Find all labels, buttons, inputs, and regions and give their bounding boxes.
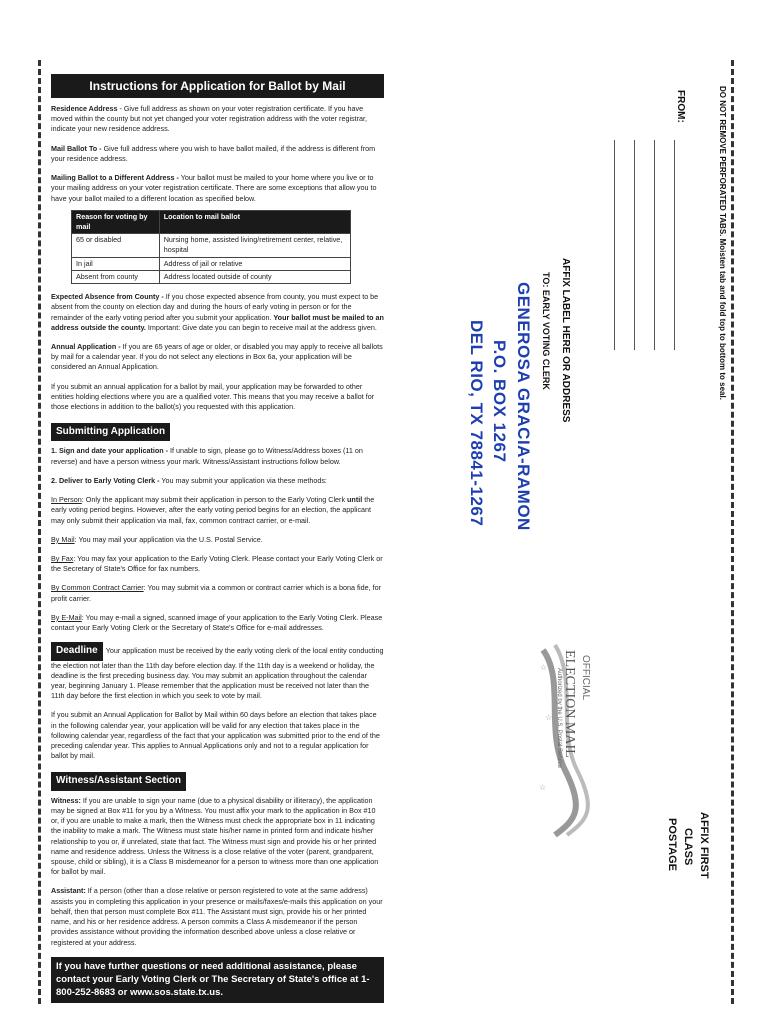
step1-paragraph: 1. Sign and date your application - If unable to sign, please go to Witness/Address boxes (11 on reverse) and have a person witness your mark. Witness/Assistant instructions follow below. (51, 446, 363, 466)
annual-deadline-paragraph: If you submit an Annual Application for Ballot by Mail within 60 days before an election that takes place in the following calendar year, your application will be valid for any election that takes place in the following calendar year, regardless of the fact that your application was submitted prior to the end of the preceding calendar year. This applies to Annual Applications only and not to a regular application for ballot by mail. (51, 710, 380, 761)
location-header: Location to mail ballot (159, 210, 350, 233)
in-person-paragraph: In Person: Only the applicant may submit their application in person to the Early Voting Clerk until the early voting period begins. However, after the early voting period begins for an election, the applicant may only submit their application via mail, fax, common contract carrier, or e-mail. (51, 495, 375, 525)
assistant-paragraph: Assistant: If a person (other than a close relative or person registered to vote at the same address) assists you in completing this application in your presence or mails/faxes/e-mails this application on your behalf, then that person must complete Box #11. The Assistant must sign, provide his or her printed name, and his or her residence address. A person commits a Class A misdemeanor if the person provides assistance without providing the information described above unless a close relative or registered at your address. (51, 886, 383, 947)
svg-text:☆: ☆ (540, 663, 548, 672)
seal-official: OFFICIAL (580, 655, 591, 701)
table-row: In jail Address of jail or relative (72, 257, 351, 270)
from-address-lines (614, 140, 674, 350)
address-city: DEL RIO, TX 78841-1267 (467, 320, 486, 527)
address-name: GENEROSA GRACIA-RAMON (514, 282, 533, 531)
reason-table (71, 210, 351, 284)
forwarded-paragraph: If you submit an annual application for a ballot by mail, your application may be forwarded to other entities holding elections where you are a qualified voter. This means that you may receive a ballot for those elections in addition to the ballot(s) you requested with this application. (51, 381, 375, 412)
by-fax-paragraph: By Fax: You may fax your application to the Early Voting Clerk. Please contact your Early Voting Clerk or the Secretary of State's Office for fax numbers. (51, 554, 383, 574)
address-box: P.O. BOX 1267 (490, 340, 509, 463)
by-carrier-paragraph: By Common Contract Carrier: You may submit via a common or contract carrier which is a bona fide, for profit carrier. (51, 583, 381, 603)
reason-header: Reason for voting by mail (72, 210, 160, 233)
postage-line3: POSTAGE (666, 818, 678, 871)
residence-paragraph: Residence Address - Give full address as shown on your voter registration certificate. If you have moved within the county but not yet changed your voter registration address with the voter registrar, indicate your new residence address. (51, 104, 368, 134)
submitting-heading: Submitting Application (51, 423, 170, 441)
step2-paragraph: 2. Deliver to Early Voting Clerk - You may submit your application via these methods: (51, 475, 327, 485)
affix-label-text: AFFIX LABEL HERE OR ADDRESS (560, 258, 571, 423)
instructions-title: Instructions for Application for Ballot by Mail (51, 74, 384, 98)
svg-text:☆: ☆ (539, 783, 547, 792)
by-email-paragraph: By E-Mail: You may e-mail a signed, scanned image of your application to the Early Voting Clerk. Please contact your Early Voting Clerk or the Secretary of State's Office for e-mail addresses. (51, 612, 383, 633)
deadline-paragraph: Deadline Your application must be received by the early voting clerk of the local entity conducting the election not later than the 11th day before election day. If the 11th day is a weekend or holiday, the deadline is the first preceding business day. You may submit an application throughout the calendar year, beginning January 1. Please remember that the application must be received not later than the 11th day before the first election in which you seek to vote by mail. (51, 642, 384, 701)
svg-text:☆: ☆ (545, 713, 553, 722)
right-perforation (731, 60, 734, 1004)
fold-instruction: DO NOT REMOVE PERFORATED TABS. Moisten tab and fold top to bottom to seal. (718, 86, 727, 400)
left-perforation (38, 60, 41, 1004)
instructions-panel (51, 74, 384, 1003)
table-row: Absent from county Address located outside of county (72, 270, 351, 283)
postage-line2: CLASS (682, 828, 694, 866)
expected-absence-paragraph: Expected Absence from County - If you chose expected absence from county, you must expect to be absent from the county on election day and during the hours of early voting in person or for the remainder of the early voting period after you submit your application. Your ballot must be mailed to an address outside the county. Important: Give date you can begin to receive mail at the address given. (51, 292, 384, 332)
to-clerk-label: TO: EARLY VOTING CLERK (541, 272, 551, 390)
by-mail-paragraph: By Mail: You may mail your application via the U.S. Postal Service. (51, 534, 263, 544)
witness-heading: Witness/Assistant Section (51, 772, 186, 790)
witness-paragraph: Witness: If you are unable to sign your name (due to a physical disability or illiteracy), the application may be signed at Box #11 for you by a Witness. You must affix your mark to the application in Box #10 or, if you are unable to make a mark, then the Witness must check the appropriate box in 11 indicating the inability to make a mark. The Witness must state his/her name in printed form and indicate his/her relationship to you or, if unrelated, state that fact. The Witness must sign and provide his or her printed name and residence address. Unless the Witness is a close relative of the voter (parent, grandparent, spouse, child or sibling), it is a Class B misdemeanor for a person to witness more than one application for ballot by mail. (51, 795, 379, 877)
postage-line1: AFFIX FIRST (698, 812, 710, 879)
from-label: FROM: (675, 90, 686, 123)
table-row: 65 or disabled Nursing home, assisted living/retirement center, relative, hospital (72, 234, 351, 257)
different-address-paragraph: Mailing Ballot to a Different Address - Your ballot must be mailed to your home where you live or to your mailing address on your voter registration certificate. There are some exceptions that allow you to have your ballot mailed to a different location as specified below. (51, 173, 377, 203)
contact-footer: If you have further questions or need additional assistance, please contact your Early Voting Clerk or The Secretary of State's office at 1-800-252-8683 or www.sos.state.tx.us. (51, 957, 384, 1003)
seal-note: Authorized by the U.S. Postal Service (556, 668, 562, 769)
mail-to-paragraph: Mail Ballot To - Give full address where you wish to have ballot mailed, if the address is different from your residence address. (51, 143, 376, 163)
seal-election-mail: ELECTION MAIL (562, 650, 577, 758)
deadline-heading: Deadline (51, 642, 103, 660)
annual-application-paragraph: Annual Application - If you are 65 years of age or older, or disabled you may apply to receive all ballots by mail for a calendar year. If you do not select any elections in Box 6a, your application will be considered an Annual Application. (51, 341, 383, 372)
